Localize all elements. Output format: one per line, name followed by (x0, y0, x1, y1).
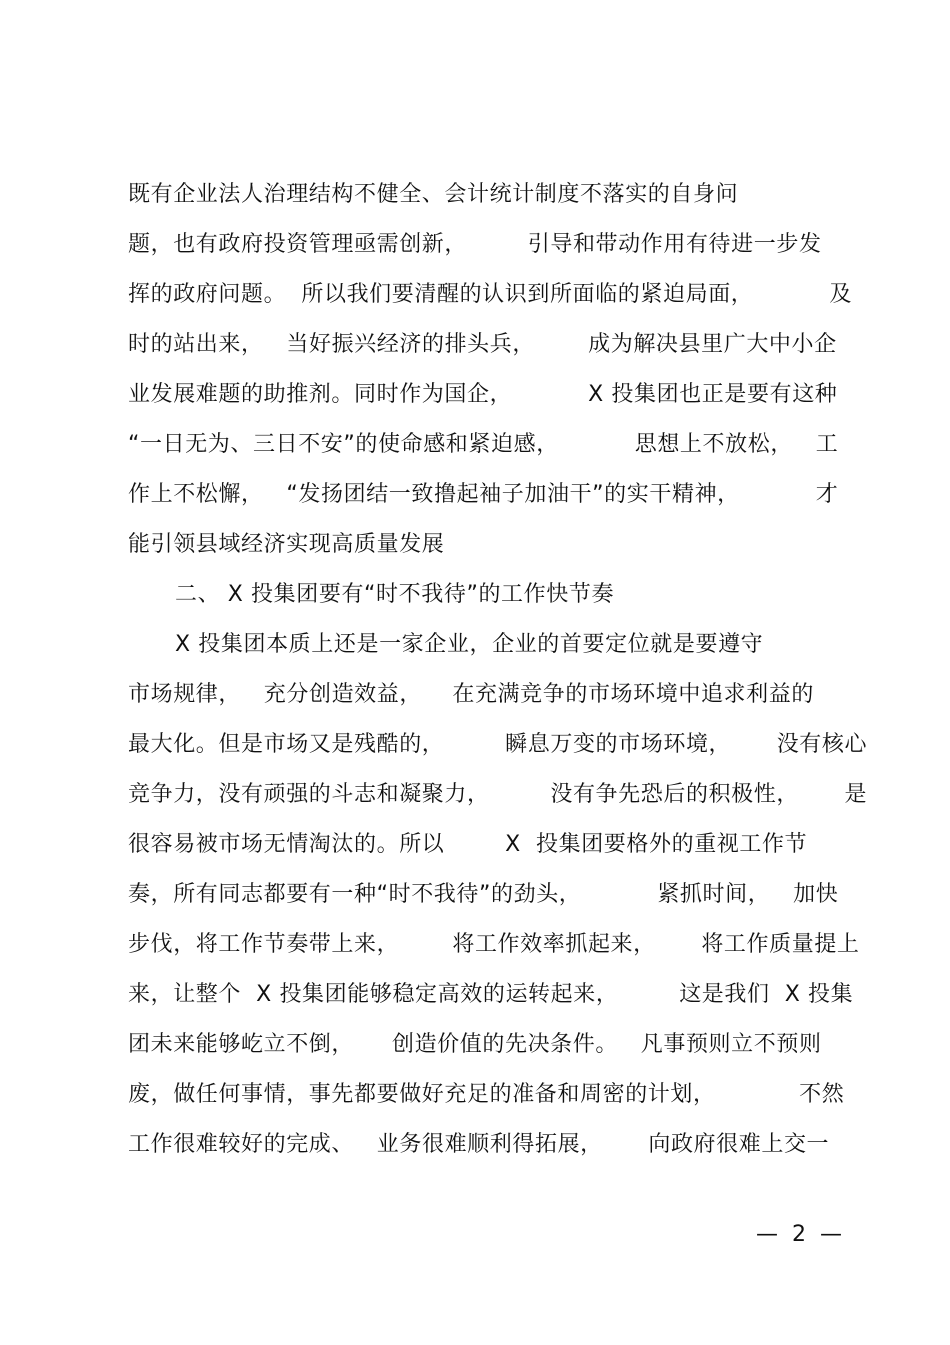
paragraph-line: 题，也有政府投资管理亟需创新， 引导和带动作用有待进一步发 (128, 232, 822, 257)
paragraph-line: 来，让整个 X 投集团能够稳定高效的运转起来， 这是我们 X 投集 (128, 982, 854, 1007)
page-number: — 2 — (756, 1222, 842, 1247)
section-heading: 二、 X 投集团要有“时不我待”的工作快节奏 (175, 582, 615, 607)
paragraph-line: 废，做任何事情，事先都要做好充足的准备和周密的计划， 不然 (128, 1082, 845, 1107)
paragraph-line: 市场规律， 充分创造效益， 在充满竞争的市场环境中追求利益的 (128, 682, 814, 707)
paragraph-line: 步伐，将工作节奏带上来， 将工作效率抓起来， 将工作质量提上 (128, 932, 860, 957)
paragraph-line: “一日无为、三日不安”的使命感和紧迫感， 思想上不放松， 工 (128, 432, 839, 457)
paragraph-line: 既有企业法人治理结构不健全、会计统计制度不落实的自身问 (128, 182, 739, 207)
paragraph-line: X 投集团本质上还是一家企业，企业的首要定位就是要遵守 (175, 632, 764, 657)
paragraph-line: 业发展难题的助推剂。同时作为国企， X 投集团也正是要有这种 (128, 382, 838, 407)
paragraph-line: 挥的政府问题。 所以我们要清醒的认识到所面临的紧迫局面， 及 (128, 282, 852, 307)
paragraph-line: 很容易被市场无情淘汰的。所以 X 投集团要格外的重视工作节 (128, 832, 808, 857)
paragraph-line: 工作很难较好的完成、 业务很难顺利得拓展， 向政府很难上交一 (128, 1132, 830, 1157)
paragraph-line: 作上不松懈， “发扬团结一致撸起袖子加油干”的实干精神， 才 (128, 482, 839, 507)
paragraph-line: 最大化。但是市场又是残酷的， 瞬息万变的市场环境， 没有核心 (128, 732, 868, 757)
paragraph-line: 时的站出来， 当好振兴经济的排头兵， 成为解决县里广大中小企 (128, 332, 837, 357)
paragraph-line: 竞争力，没有顽强的斗志和凝聚力， 没有争先恐后的积极性， 是 (128, 782, 868, 807)
paragraph-line: 团未来能够屹立不倒， 创造价值的先决条件。 凡事预则立不预则 (128, 1032, 822, 1057)
paragraph-line: 奏，所有同志都要有一种“时不我待”的劲头， 紧抓时间， 加快 (128, 882, 839, 907)
paragraph-line: 能引领县域经济实现高质量发展 (128, 532, 445, 557)
